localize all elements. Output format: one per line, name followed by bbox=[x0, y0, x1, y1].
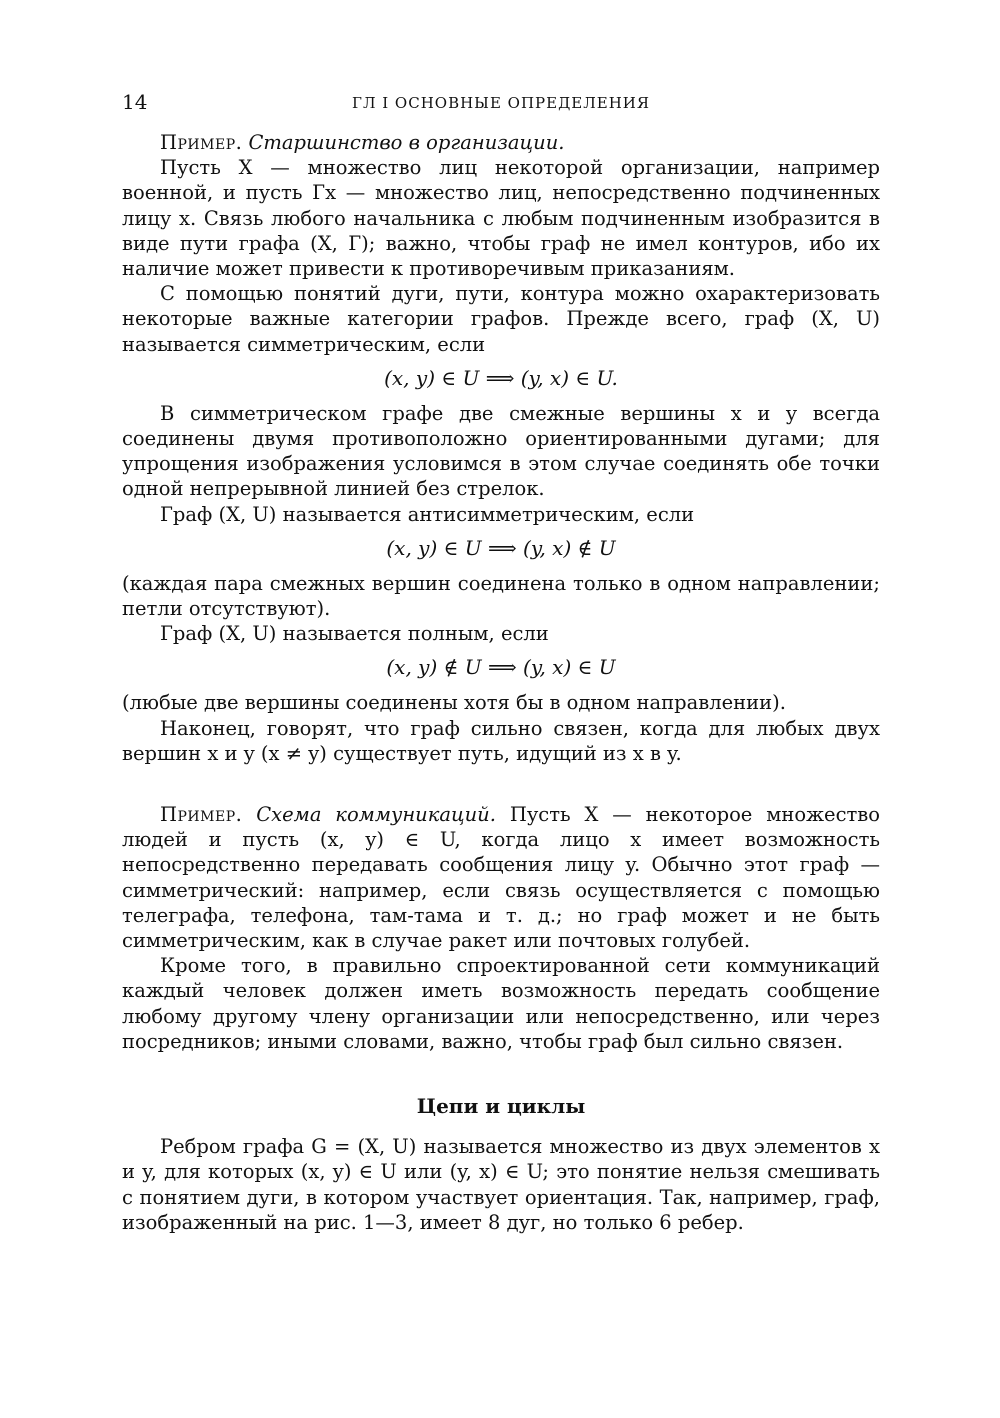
paragraph: Граф (X, U) называется антисимметрическим, если bbox=[160, 502, 695, 526]
example-title: Схема коммуникаций. bbox=[256, 803, 496, 827]
paragraph: (любые две вершины соединены хотя бы в одном направлении). bbox=[122, 691, 786, 715]
paragraph: Ребром графа G = (X, U) называется множество из двух элементов x и y, для которых (x, y) ∈ U или (y, x) ∈ U; это понятие нельзя смешивать с понятием дуги, в котором участвует ориентация. Так, например, граф, изображенный на рис. 1—3, имеет 8 дуг, но только 6 ребер. bbox=[122, 1135, 880, 1234]
paragraph: С помощью понятий дуги, пути, контура можно охарактеризовать некоторые важные категории графов. Прежде всего, граф (X, U) называется симметрическим, если bbox=[122, 282, 880, 356]
example-label: Пример. bbox=[160, 803, 243, 827]
example-label: Пример. bbox=[160, 131, 243, 154]
paragraph: Кроме того, в правильно спроектированной сети коммуникаций каждый человек должен иметь возможность передать сообщение любому другому члену организации или непосредственно, или через посредников; иными словами, важно, чтобы граф был сильно связен. bbox=[122, 954, 880, 1053]
book-page bbox=[122, 86, 880, 1235]
example-title: Старшинство в организации. bbox=[248, 131, 565, 154]
example-heading bbox=[122, 802, 880, 953]
paragraph: Пусть X — некоторое множество людей и пусть (x, y) ∈ U, когда лицо x имеет возможность непосредственно передавать сообщения лицу y. Обычно этот граф — симметрический: например, если связь осуществляется с помощью телеграфа, телефона, там-тама и т. д.; но граф может и не быть симметрическим, как в случае ракет или почтовых голубей. bbox=[122, 803, 881, 953]
paragraph: В симметрическом графе две смежные вершины x и y всегда соединены двумя противоположно ориентированными дугами; для упрощения изображения условимся в этом случае соединять обе точки одной непрерывной линией без стрелок. bbox=[122, 401, 880, 501]
example-heading bbox=[122, 130, 880, 155]
formula-complete: (x, y) ∉ U ⟹ (y, x) ∈ U bbox=[386, 655, 616, 680]
formula-symmetric: (x, y) ∈ U ⟹ (y, x) ∈ U. bbox=[384, 365, 618, 390]
formula-antisymmetric: (x, y) ∈ U ⟹ (y, x) ∉ U bbox=[386, 535, 616, 560]
page-number: 14 bbox=[122, 90, 148, 114]
paragraph: Граф (X, U) называется полным, если bbox=[160, 622, 549, 646]
page-header bbox=[122, 86, 880, 120]
paragraph: Пусть X — множество лиц некоторой организации, например военной, и пусть Гx — множество лиц, непосредственно подчиненных лицу x. Связь любого начальника с любым подчиненным изобразится в виде пути графа (X, Г); важно, чтобы граф не имел контуров, ибо их наличие может привести к противоречивым приказаниям. bbox=[122, 156, 880, 281]
section-title: Цепи и циклы bbox=[416, 1094, 586, 1119]
paragraph: Наконец, говорят, что граф сильно связен, когда для любых двух вершин x и y (x ≠ y) существует путь, идущий из x в y. bbox=[122, 716, 880, 765]
running-title: ГЛ I ОСНОВНЫЕ ОПРЕДЕЛЕНИЯ bbox=[352, 94, 650, 112]
paragraph: (каждая пара смежных вершин соединена только в одном направлении; петли отсутствуют). bbox=[122, 571, 880, 621]
